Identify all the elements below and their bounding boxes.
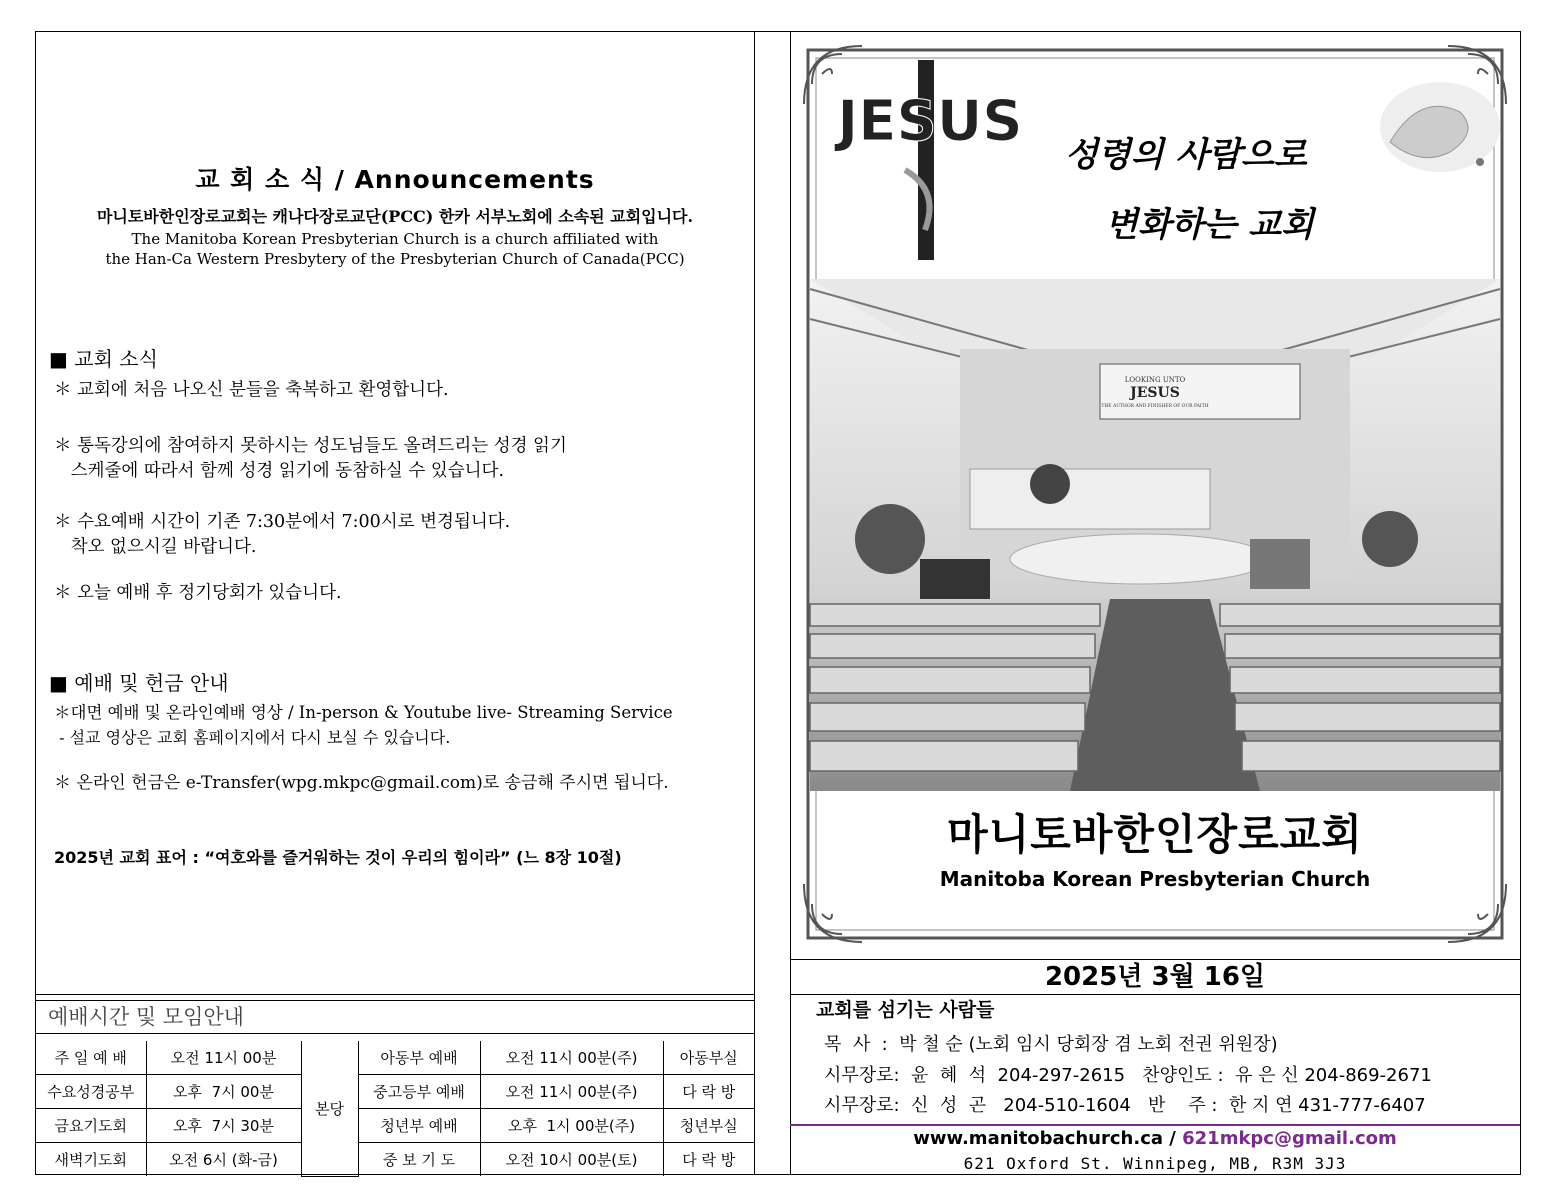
praying-hands-icon (1360, 72, 1500, 182)
staff-pastor-row: 목 사 : 박 철 순 (노회 임시 당회장 겸 노회 전권 위원장) (824, 1034, 1278, 1055)
group-time: 오전 10시 00분(토) (480, 1143, 663, 1177)
service-name: 새벽기도회 (36, 1143, 146, 1177)
sign-line-3: THE AUTHOR AND FINISHER OF OUR FAITH (1101, 404, 1209, 409)
church-motto-2025: 2025년 교회 표어 : “여호와를 즐거워하는 것이 우리의 힘이라” (느 8장 10절) (54, 848, 622, 867)
table-row (36, 1041, 754, 1075)
worship-item: ＊대면 예배 및 온라인예배 영상 / In-person & Youtube live- Streaming Service (54, 703, 673, 722)
jesus-cross-logo (837, 60, 1023, 260)
service-name: 수요성경공부 (36, 1075, 146, 1109)
group-name: 중 보 기 도 (358, 1143, 480, 1177)
church-news-heading: ■ 교회 소식 (49, 347, 158, 371)
service-name: 주 일 예 배 (36, 1041, 146, 1075)
announcements-title: 교 회 소 식 / Announcements (195, 165, 595, 194)
contact-line (790, 1128, 1520, 1149)
news-item: ＊ 교회에 처음 나오신 분들을 축복하고 환영합니다. (54, 380, 449, 400)
cover-motto-line-1: 성령의 사람으로 (1065, 135, 1307, 175)
affiliation-korean: 마니토바한인장로교회는 캐나다장로교단(PCC) 한카 서부노회에 소속된 교회입니다. (96, 207, 694, 226)
service-time: 오후 7시 00분 (146, 1075, 301, 1109)
sanctuary-photo (810, 279, 1500, 791)
center-divider (754, 32, 755, 1174)
email-link[interactable]: 621mkpc@gmail.com (1182, 1128, 1397, 1149)
group-name: 아동부 예배 (358, 1041, 480, 1075)
bulletin-date: 2025년 3월 16일 (790, 959, 1520, 995)
news-item: 착오 없으시길 바랍니다. (54, 537, 257, 557)
logo-text: JESUS (837, 89, 1023, 154)
contact-separator: / (1163, 1128, 1183, 1149)
sign-line-2: JESUS (1130, 385, 1180, 401)
group-time: 오전 11시 00분(주) (480, 1075, 663, 1109)
announcements-panel (36, 32, 754, 1176)
website-link[interactable]: www.manitobachurch.ca (913, 1128, 1164, 1149)
group-room: 다 락 방 (663, 1075, 754, 1109)
church-address: 621 Oxford St. Winnipeg, MB, R3M 3J3 (963, 1154, 1347, 1173)
worship-item: - 설교 영상은 교회 홈페이지에서 다시 보실 수 있습니다. (54, 728, 451, 747)
news-item: ＊ 통독강의에 참여하지 못하시는 성도님들도 올려드리는 성경 읽기 (54, 436, 567, 456)
service-time: 오전 6시 (화-금) (146, 1143, 301, 1177)
group-time: 오전 11시 00분(주) (480, 1041, 663, 1075)
table-row (36, 1143, 754, 1177)
news-item: ＊ 오늘 예배 후 정기당회가 있습니다. (54, 583, 342, 603)
church-name-english: Manitoba Korean Presbyterian Church (939, 867, 1371, 891)
group-room: 청년부실 (663, 1109, 754, 1143)
staff-heading: 교회를 섬기는 사람들 (816, 999, 995, 1021)
schedule-title: 예배시간 및 모임안내 (36, 1000, 754, 1034)
news-item: 스케줄에 따라서 함께 성경 읽기에 동참하실 수 있습니다. (54, 461, 505, 481)
service-time: 오전 11시 00분 (146, 1041, 301, 1075)
affiliation-english-2: the Han-Ca Western Presbytery of the Presbyterian Church of Canada(PCC) (105, 250, 685, 268)
worship-item: ＊ 온라인 헌금은 e-Transfer(wpg.mkpc@gmail.com)로 송금해 주시면 됩니다. (54, 773, 669, 793)
group-time: 오후 1시 00분(주) (480, 1109, 663, 1143)
affiliation-english-1: The Manitoba Korean Presbyterian Church is a church affiliated with (131, 230, 659, 248)
service-name: 금요기도회 (36, 1109, 146, 1143)
news-item: ＊ 수요예배 시간이 기존 7:30분에서 7:00시로 변경됩니다. (54, 512, 511, 532)
church-name-korean: 마니토바한인장로교회 (947, 810, 1363, 859)
cover-motto-line-2: 변화하는 교회 (1105, 205, 1314, 245)
schedule-divider (36, 994, 754, 995)
contact-divider (790, 1124, 1520, 1126)
cover-panel (790, 32, 1522, 1176)
table-row (36, 1109, 754, 1143)
service-place: 본당 (301, 1041, 358, 1176)
cover-area (790, 32, 1520, 958)
group-room: 아동부실 (663, 1041, 754, 1075)
service-time: 오후 7시 30분 (146, 1109, 301, 1143)
group-name: 청년부 예배 (358, 1109, 480, 1143)
sign-line-1: LOOKING UNTO (1124, 376, 1186, 384)
table-row (36, 1075, 754, 1109)
bulletin-page (35, 31, 1521, 1175)
worship-heading: ■ 예배 및 헌금 안내 (49, 671, 229, 695)
staff-elder-row-2: 시무장로: 신 성 곤 204-510-1604 반 주 : 한 지 연 431-777-6407 (824, 1095, 1426, 1116)
group-room: 다 락 방 (663, 1143, 754, 1177)
group-name: 중고등부 예배 (358, 1075, 480, 1109)
schedule-table (36, 1041, 754, 1177)
staff-elder-row-1: 시무장로: 윤 혜 석 204-297-2615 찬양인도 : 유 은 신 204-869-2671 (824, 1065, 1432, 1086)
